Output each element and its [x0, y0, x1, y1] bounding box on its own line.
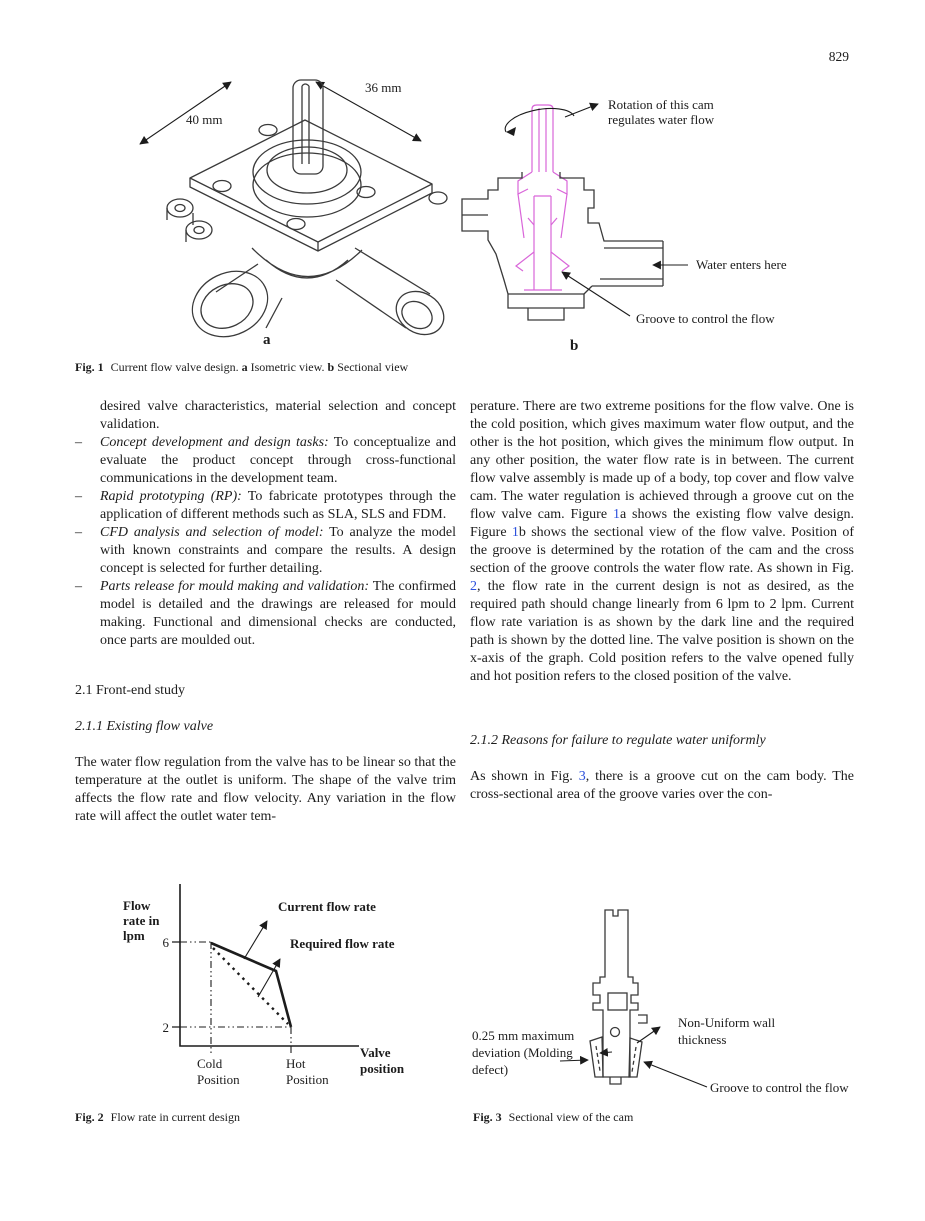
figure-2-flow-rate-graph — [75, 880, 455, 1110]
list-item-text — [100, 578, 456, 650]
hot-position-label-line2: Position — [286, 1072, 329, 1087]
caption-text: Current flow valve design. — [110, 360, 242, 374]
list-item-rest: To conceptualize and evaluate the product concept through cross-functional communications in the development team. — [100, 435, 456, 486]
rotation-label-line1: Rotation of this cam — [608, 97, 714, 112]
list-item-text — [100, 434, 456, 488]
rotation-annotation — [505, 97, 714, 136]
section-heading-2-1-1: 2.1.1 Existing flow valve — [75, 719, 214, 734]
subfigure-a-label: a — [263, 332, 271, 348]
list-bullet: – — [75, 489, 82, 504]
deviation-label-line2: deviation (Molding — [472, 1045, 573, 1060]
caption-b: b — [327, 360, 335, 374]
section-heading-2-1: 2.1 Front-end study — [75, 683, 186, 698]
current-flow-rate-line — [211, 943, 291, 1027]
groove-label: Groove to control the flow — [636, 311, 775, 326]
list-bullet: – — [75, 525, 82, 540]
y-axis-label-line2: rate in — [123, 913, 160, 928]
paragraph-existing-flow-valve: The water flow regulation from the valve has to be linear so that the temperature at the outlet is uniform. The shape of the valve trim affects the flow rate and flow velocity. Any variation in the flow rate will affect the outlet water tem- — [75, 755, 456, 824]
paragraph-groove-cut — [470, 768, 854, 804]
list-item-text — [100, 524, 456, 578]
y-tick-2: 2 — [162, 1020, 169, 1035]
caption-text: Sectional view of the cam — [508, 1110, 634, 1124]
figure-2-link[interactable]: 2 — [470, 579, 477, 594]
y-axis-label-line3: lpm — [123, 928, 145, 943]
caption-text: Isometric view. — [247, 360, 328, 374]
section-heading-2-1-2: 2.1.2 Reasons for failure to regulate water uniformly — [470, 733, 766, 748]
caption-text: Flow rate in current design — [110, 1110, 240, 1124]
cam-outline-drawing — [590, 910, 647, 1084]
figure-3-link[interactable]: 3 — [578, 769, 586, 784]
figure-1-caption-tag: Fig. 1 — [75, 360, 104, 374]
page-number: 829 — [828, 49, 849, 64]
list-item — [75, 488, 456, 524]
dimension-lines — [140, 80, 421, 144]
paragraph-continuation: desired valve characteristics, material selection and concept validation. — [100, 399, 456, 432]
wall-thickness-label-line1: Non-Uniform wall — [678, 1015, 776, 1030]
dimension-label-40mm: 40 mm — [186, 112, 223, 127]
list-item-lead: CFD analysis and selection of model: — [100, 525, 324, 540]
figure-2-caption-tag: Fig. 2 — [75, 1110, 104, 1124]
figure-3-caption — [473, 1110, 853, 1125]
hot-position-label-line1: Hot — [286, 1056, 306, 1071]
right-column — [470, 398, 854, 804]
paragraph-valve-positions — [470, 398, 854, 686]
list-item-rest: The confirmed model is detailed and the drawings are released for mould making. Functional and dimensional checks are conducted, once parts are moulded out. — [100, 579, 457, 648]
groove-annotation — [562, 272, 775, 326]
figure-1-caption — [75, 360, 815, 375]
paragraph-text: a shows the existing flow valve design. Figure — [470, 507, 854, 540]
paragraph-text: perature. There are two extreme positions for the flow valve. One is the cold position, which gives maximum water flow output, and the other is the hot position, which gives the minimum flow output. In any other position, the water flow rate is in between. The current flow valve assembly is made up of a body, top cover and flow valve cam. The water regulation is achieved through a groove cut on the flow valve cam. Figure — [470, 399, 854, 522]
deviation-label-line1: 0.25 mm maximum — [472, 1028, 575, 1043]
water-enters-label: Water enters here — [696, 257, 787, 272]
current-flow-rate-label: Current flow rate — [278, 899, 376, 914]
left-column — [75, 398, 456, 826]
dimension-label-36mm: 36 mm — [365, 80, 402, 95]
list-item-lead: Rapid prototyping (RP): — [100, 489, 242, 504]
figure-1a-isometric-view — [100, 66, 500, 356]
guide-dash-dot-lines — [180, 942, 291, 1056]
paragraph-text: , the flow rate in the current design is not as desired, as the required path should change linearly from 6 lpm to 2 lpm. Current flow rate variation is as shown by the dark line and the required path is shown by the dotted line. The valve position is shown on the x-axis of the graph. Cold position refers to the valve opened fully and hot position refers to the closed position of the valve. — [470, 579, 854, 684]
list-item-lead: Concept development and design tasks: — [100, 435, 329, 450]
figure-3-cam-sectional-view — [460, 880, 880, 1095]
figure-1-link[interactable]: 1 — [511, 525, 519, 540]
deviation-label-line3: defect) — [472, 1062, 509, 1077]
list-item-text — [100, 488, 456, 524]
figure-1b-sectional-view — [452, 68, 872, 358]
cold-position-label-line1: Cold — [197, 1056, 223, 1071]
paragraph-text: , there is a groove cut on the cam body. The cross-sectional area of the groove varies over the con- — [470, 769, 854, 802]
list-item — [75, 524, 456, 578]
list-item-rest: To fabricate prototypes through the application of different methods such as SLA, SLS and FDM. — [100, 489, 457, 522]
x-axis-label-line1: Valve — [360, 1045, 391, 1060]
figure-3-caption-tag: Fig. 3 — [473, 1110, 502, 1124]
caption-a: a — [241, 360, 248, 374]
figure-1-link[interactable]: 1 — [612, 507, 620, 522]
figure-2-caption — [75, 1110, 445, 1125]
list-item — [75, 578, 456, 650]
annotation-labels — [472, 1015, 849, 1095]
x-axis-label-line2: position — [360, 1061, 405, 1076]
paragraph-text: As shown in Fig. — [470, 769, 579, 784]
caption-text: Sectional view — [334, 360, 409, 374]
wall-thickness-label-line2: thickness — [678, 1032, 727, 1047]
list-bullet: – — [75, 579, 82, 594]
paragraph-text: b shows the sectional view of the flow valve. Position of the groove is determined by the rotation of the cam and the cross section of the groove controls the water flow rate. As shown in Fig. — [470, 525, 854, 576]
required-flow-rate-label: Required flow rate — [290, 936, 395, 951]
valve-body-section-outline — [462, 172, 663, 320]
list-item — [75, 434, 456, 488]
groove-label: Groove to control the flow — [710, 1080, 849, 1095]
y-axis-label-line1: Flow — [123, 898, 151, 913]
list-item-rest: To analyze the model with known constraints and compare the results. A design concept is selected for further detailing. — [100, 525, 456, 576]
flow-valve-cam-magenta — [516, 105, 569, 290]
list-item-lead: Parts release for mould making and validation: — [100, 579, 370, 594]
rotation-label-line2: regulates water flow — [608, 112, 715, 127]
y-tick-6: 6 — [162, 935, 169, 950]
list-bullet: – — [75, 435, 82, 450]
water-enters-annotation — [653, 257, 787, 272]
cold-position-label-line2: Position — [197, 1072, 240, 1087]
subfigure-b-label: b — [570, 338, 579, 354]
